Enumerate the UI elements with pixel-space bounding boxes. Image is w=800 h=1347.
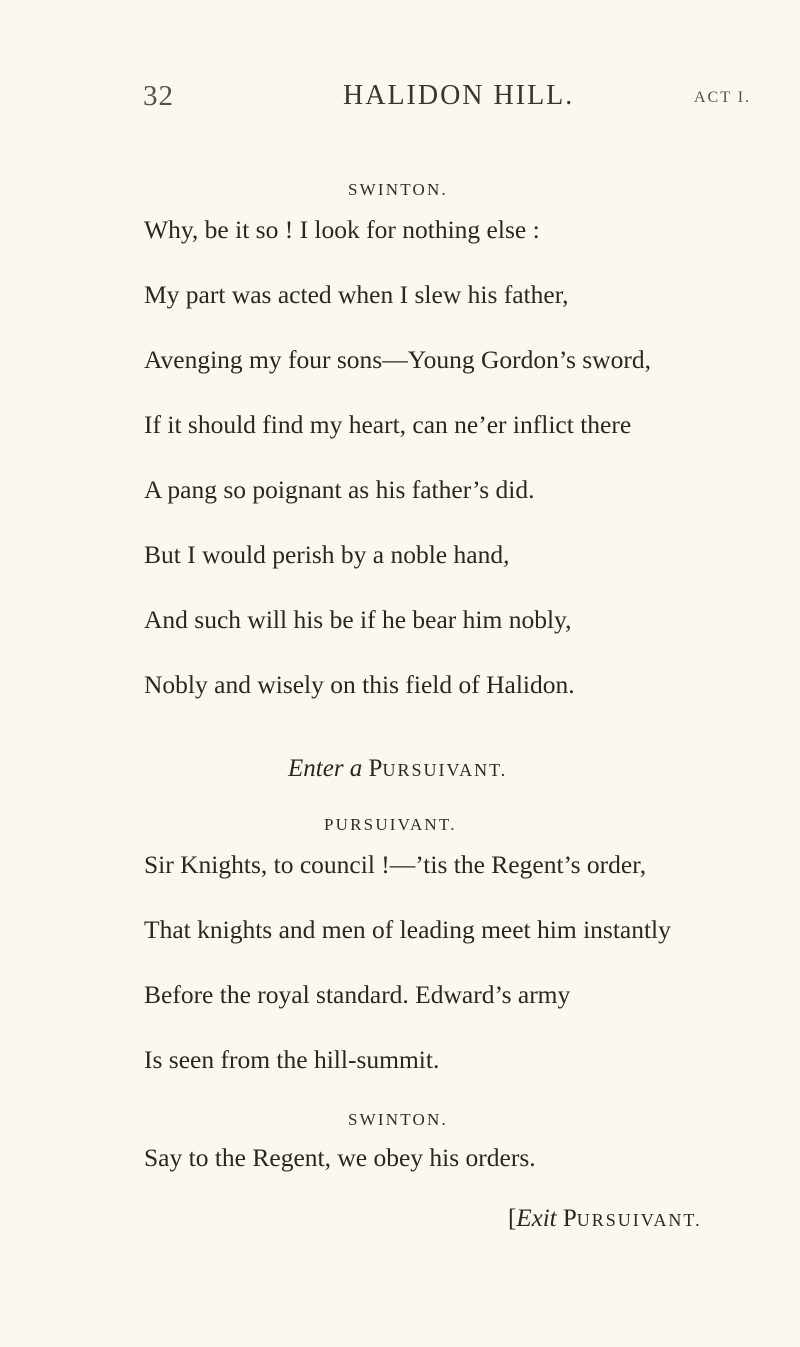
- running-header: [0, 80, 800, 120]
- speaker-name: SWINTON.: [348, 180, 448, 199]
- page-number: 32: [143, 80, 174, 112]
- verse-line: Avenging my four sons—Young Gordon’s sword,: [144, 345, 651, 374]
- speaker-name: SWINTON.: [348, 1110, 448, 1129]
- verse-line: Before the royal standard. Edward’s army: [144, 980, 571, 1009]
- verse-line: That knights and men of leading meet him instantly: [144, 915, 671, 944]
- stage-direction-enter: [288, 755, 507, 783]
- running-title: HALIDON HILL.: [343, 80, 575, 111]
- stage-direction-exit: [508, 1205, 702, 1233]
- exit-bracket: [: [508, 1205, 517, 1232]
- speaker-name: PURSUIVANT.: [324, 815, 457, 834]
- verse-line: My part was acted when I slew his father,: [144, 280, 569, 309]
- stage-direction-verb: Exit: [516, 1205, 557, 1232]
- character-name-initial: P: [368, 755, 383, 782]
- verse-line: If it should find my heart, can ne’er inflict there: [144, 410, 632, 439]
- verse-line: Why, be it so ! I look for nothing else :: [144, 215, 540, 244]
- character-name-rest: URSUIVANT.: [382, 760, 508, 780]
- act-label: ACT I.: [694, 89, 752, 106]
- verse-line: Nobly and wisely on this field of Halidon.: [144, 670, 575, 699]
- stage-direction-verb: Enter a: [288, 755, 363, 782]
- verse-line: Say to the Regent, we obey his orders.: [144, 1143, 536, 1172]
- character-name-initial: P: [562, 1205, 577, 1232]
- character-name-rest: URSUIVANT.: [576, 1210, 702, 1230]
- verse-line: And such will his be if he bear him nobly,: [144, 605, 572, 634]
- verse-line: Sir Knights, to council !—’tis the Regent’s order,: [144, 850, 647, 879]
- verse-line: A pang so poignant as his father’s did.: [144, 475, 535, 504]
- verse-line: But I would perish by a noble hand,: [144, 540, 510, 569]
- verse-line: Is seen from the hill-summit.: [144, 1045, 440, 1074]
